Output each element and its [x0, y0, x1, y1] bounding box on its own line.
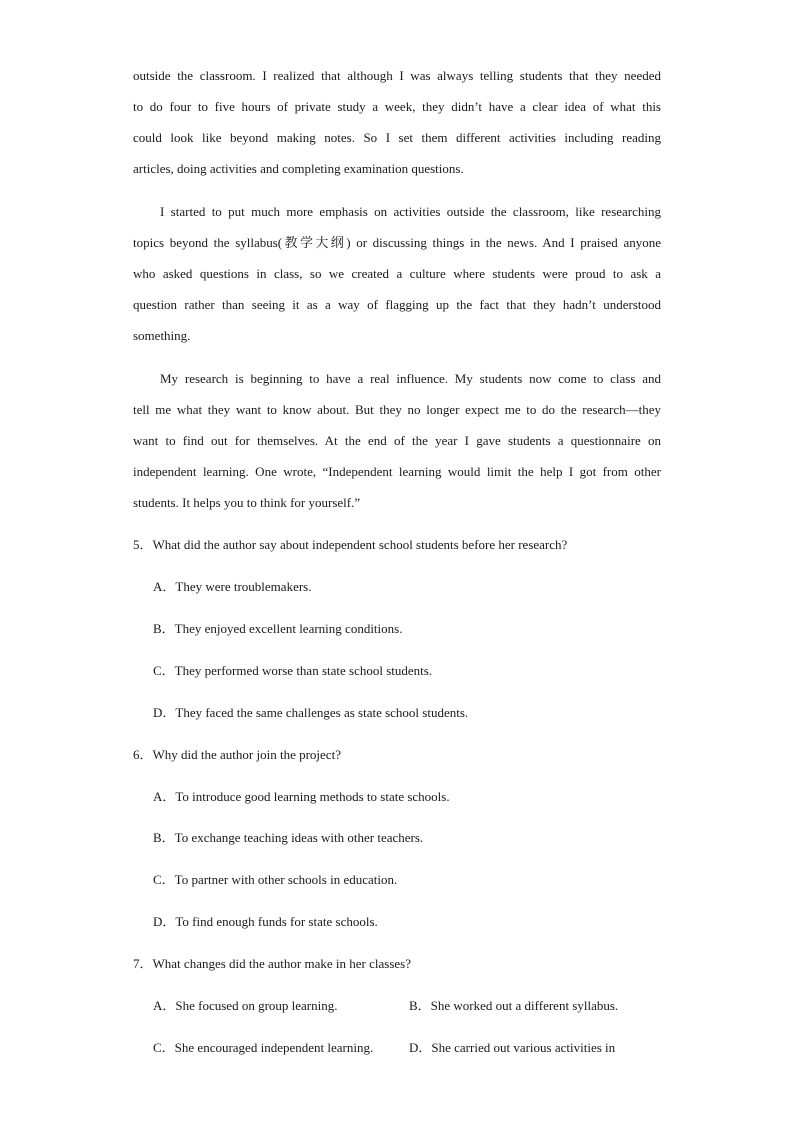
option-letter: A．: [153, 789, 176, 804]
question-5: [133, 535, 567, 555]
option-letter: B．: [153, 621, 175, 636]
question-5-option-a: [153, 577, 311, 597]
question-text: Why did the author join the project?: [152, 747, 341, 762]
option-letter: B．: [409, 998, 431, 1013]
question-text: What did the author say about independent school students before her research?: [152, 537, 568, 552]
option-letter: B．: [153, 830, 175, 845]
option-letter: D．: [153, 705, 176, 720]
question-6-option-c: [153, 870, 397, 890]
passage-line: topics beyond the syllabus(教学大纲) or discussing things in the news. And I praised anyone: [133, 235, 661, 250]
option-letter: A．: [153, 998, 176, 1013]
passage-line: outside the classroom. I realized that although I was always telling students that they needed: [133, 68, 661, 83]
passage-paragraph-1: [133, 60, 661, 184]
passage-line: independent learning. One wrote, “Independent learning would limit the help I got from other: [133, 464, 661, 479]
passage-paragraph-3: [133, 363, 661, 518]
passage-line: My research is beginning to have a real influence. My students now come to class and: [160, 371, 661, 386]
option-text: To partner with other schools in education.: [174, 872, 398, 887]
option-text: To find enough funds for state schools.: [175, 914, 378, 929]
question-7: [133, 954, 411, 974]
option-text: She focused on group learning.: [175, 998, 338, 1013]
option-letter: D．: [153, 914, 176, 929]
option-letter: A．: [153, 579, 176, 594]
option-text: They faced the same challenges as state school students.: [175, 705, 469, 720]
option-letter: D．: [409, 1040, 432, 1055]
option-text: To exchange teaching ideas with other teachers.: [174, 830, 424, 845]
option-letter: C．: [153, 872, 175, 887]
question-7-option-b: [409, 996, 618, 1016]
question-text: What changes did the author make in her classes?: [152, 956, 411, 971]
option-text: She encouraged independent learning.: [174, 1040, 374, 1055]
question-6-option-d: [153, 912, 378, 932]
option-text: She carried out various activities in: [431, 1040, 616, 1055]
passage-line: want to find out for themselves. At the end of the year I gave students a questionnaire on: [133, 433, 661, 448]
question-7-option-a: [153, 996, 338, 1016]
question-6-option-b: [153, 828, 423, 848]
question-5-option-d: [153, 703, 468, 723]
passage-line: students. It helps you to think for yourself.”: [133, 495, 361, 510]
question-number: 7．: [133, 956, 153, 971]
passage-line: who asked questions in class, so we created a culture where students were proud to ask a: [133, 266, 661, 281]
passage-line: tell me what they want to know about. But they no longer expect me to do the research—they: [133, 402, 661, 417]
option-letter: C．: [153, 663, 175, 678]
option-letter: C．: [153, 1040, 175, 1055]
passage-line: something.: [133, 328, 191, 343]
passage-line: I started to put much more emphasis on activities outside the classroom, like researching: [160, 204, 661, 219]
option-text: To introduce good learning methods to state schools.: [175, 789, 450, 804]
question-number: 5．: [133, 537, 153, 552]
option-text: They enjoyed excellent learning conditions.: [174, 621, 403, 636]
passage-line: could look like beyond making notes. So I set them different activities including reading: [133, 130, 661, 145]
option-text: She worked out a different syllabus.: [430, 998, 619, 1013]
passage-line: to do four to five hours of private study a week, they didn’t have a clear idea of what this: [133, 99, 661, 114]
passage-paragraph-2: [133, 196, 661, 351]
question-6: [133, 745, 341, 765]
question-5-option-b: [153, 619, 402, 639]
question-number: 6．: [133, 747, 153, 762]
question-5-option-c: [153, 661, 432, 681]
passage-line: articles, doing activities and completing examination questions.: [133, 161, 464, 176]
option-text: They were troublemakers.: [175, 579, 312, 594]
question-7-option-c: [153, 1038, 373, 1058]
question-6-option-a: [153, 787, 450, 807]
passage-line: question rather than seeing it as a way of flagging up the fact that they hadn’t understood: [133, 297, 661, 312]
option-text: They performed worse than state school students.: [174, 663, 433, 678]
question-7-option-d: [409, 1038, 615, 1058]
